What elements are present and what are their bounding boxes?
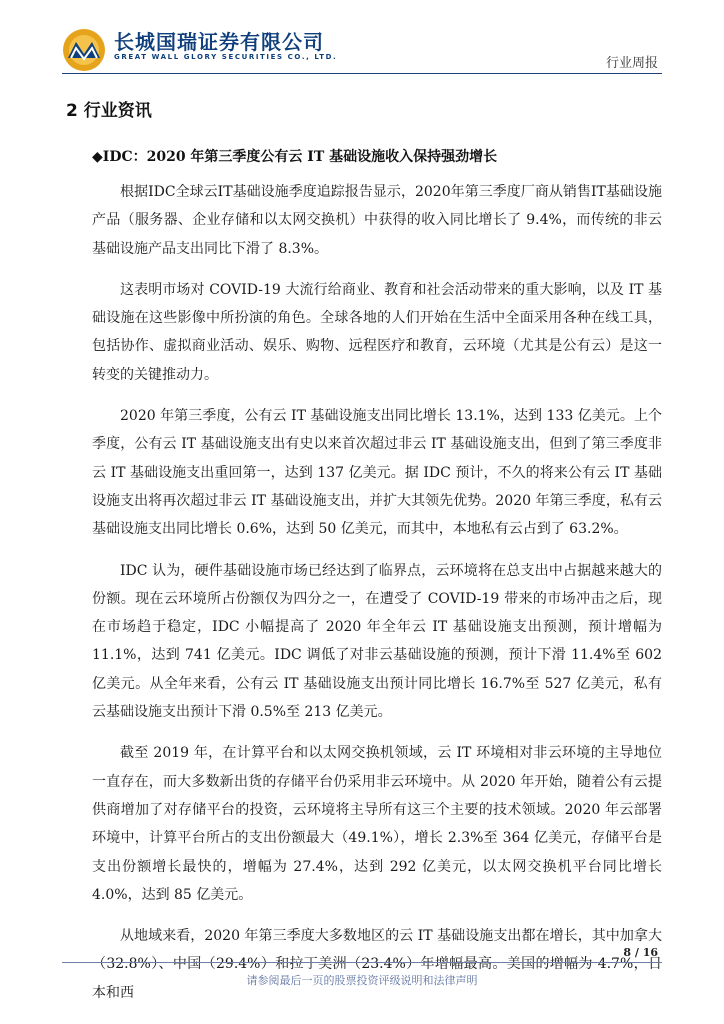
article-body [92, 178, 662, 1020]
page-number: 8 / 16 [623, 946, 658, 959]
company-name-en: GREAT WALL GLORY SECURITIES CO., LTD. [114, 53, 338, 61]
paragraph: 截至 2019 年，在计算平台和以太网交换机领域，云 IT 环境相对非云环境的主导地位一直存在，而大多数新出货的存储平台仍采用非云环境中。从 2020 年开始，随着公有云提供商增加了对存储平台的投资，云环境将主导所有这三个主要的技术领域。2020 年云部署环境中，计算平台所占的支出份额最大（49.1%），增长 2.3%至 364 亿美元，存储平台是支出份额增长最快的，增幅为 27.4%，达到 292 亿美元，以太网交换机平台同比增长 4.0%，达到 85 亿美元。 [92, 745, 662, 903]
news-headline: ◆IDC：2020 年第三季度公有云 IT 基础设施收入保持强劲增长 [92, 149, 498, 165]
report-type-label: 行业周报 [605, 56, 658, 71]
header-divider [62, 73, 662, 74]
paragraph: IDC 认为，硬件基础设施市场已经达到了临界点，云环境将在总支出中占据越来越大的份额。现在云环境所占份额仅为四分之一，在遭受了 COVID-19 带来的市场冲击之后，现在市场趋于稳定，IDC 小幅提高了 2020 年全年云 IT 基础设施支出预测，预计增幅为 11.1%，达到 741 亿美元。IDC 调低了对非云基础设施的预测，预计下滑 11.4%至 602 亿美元。从全年来看，公有云 IT 基础设施支出预计同比增长 16.7%至 527 亿美元，私有云基础设施支出预计下滑 0.5%至 213 亿美元。 [92, 562, 662, 721]
footer-divider [62, 962, 662, 963]
paragraph: 这表明市场对 COVID-19 大流行给商业、教育和社会活动带来的重大影响，以及 IT 基础设施在这些影像中所扮演的角色。全球各地的人们开始在生活中全面采用各种在线工具，包括协作、虚拟商业活动、娱乐、购物、远程医疗和教育，云环境（尤其是公有云）是这一转变的关键推动力。 [92, 281, 662, 383]
paragraph: 2020 年第三季度，公有云 IT 基础设施支出同比增长 13.1%，达到 133 亿美元。上个季度，公有云 IT 基础设施支出有史以来首次超过非云 IT 基础设施支出，但到了第三季度非云 IT 基础设施支出重回第一，达到 137 亿美元。据 IDC 预计，不久的将来公有云 IT 基础设施支出将再次超过非云 IT 基础设施支出，并扩大其领先优势。2020 年第三季度，私有云基础设施支出同比增长 0.6%，达到 50 亿美元，而其中，本地私有云占到了 63.2%。 [92, 408, 662, 538]
section-title: 2 行业资讯 [66, 101, 152, 121]
page-header [0, 0, 724, 80]
paragraph: 从地域来看，2020 年第三季度大多数地区的云 IT 基础设施支出都在增长，其中加拿大（32.8%）、中国（29.4%）和拉丁美洲（23.4%）年增幅最高。美国的增幅为 4.7%，日本和西 [92, 928, 662, 1001]
company-name-cn: 长城国瑞证券有限公司 [114, 30, 324, 54]
legal-disclaimer: 请参阅最后一页的股票投资评级说明和法律声明 [246, 974, 478, 987]
paragraph: 根据IDC全球云IT基础设施季度追踪报告显示，2020年第三季度厂商从销售IT基础设施产品（服务器、企业存储和以太网交换机）中获得的收入同比增长了 9.4%，而传统的非云基础设施产品支出同比下滑了 8.3%。 [92, 184, 662, 257]
company-logo-icon [62, 28, 106, 72]
